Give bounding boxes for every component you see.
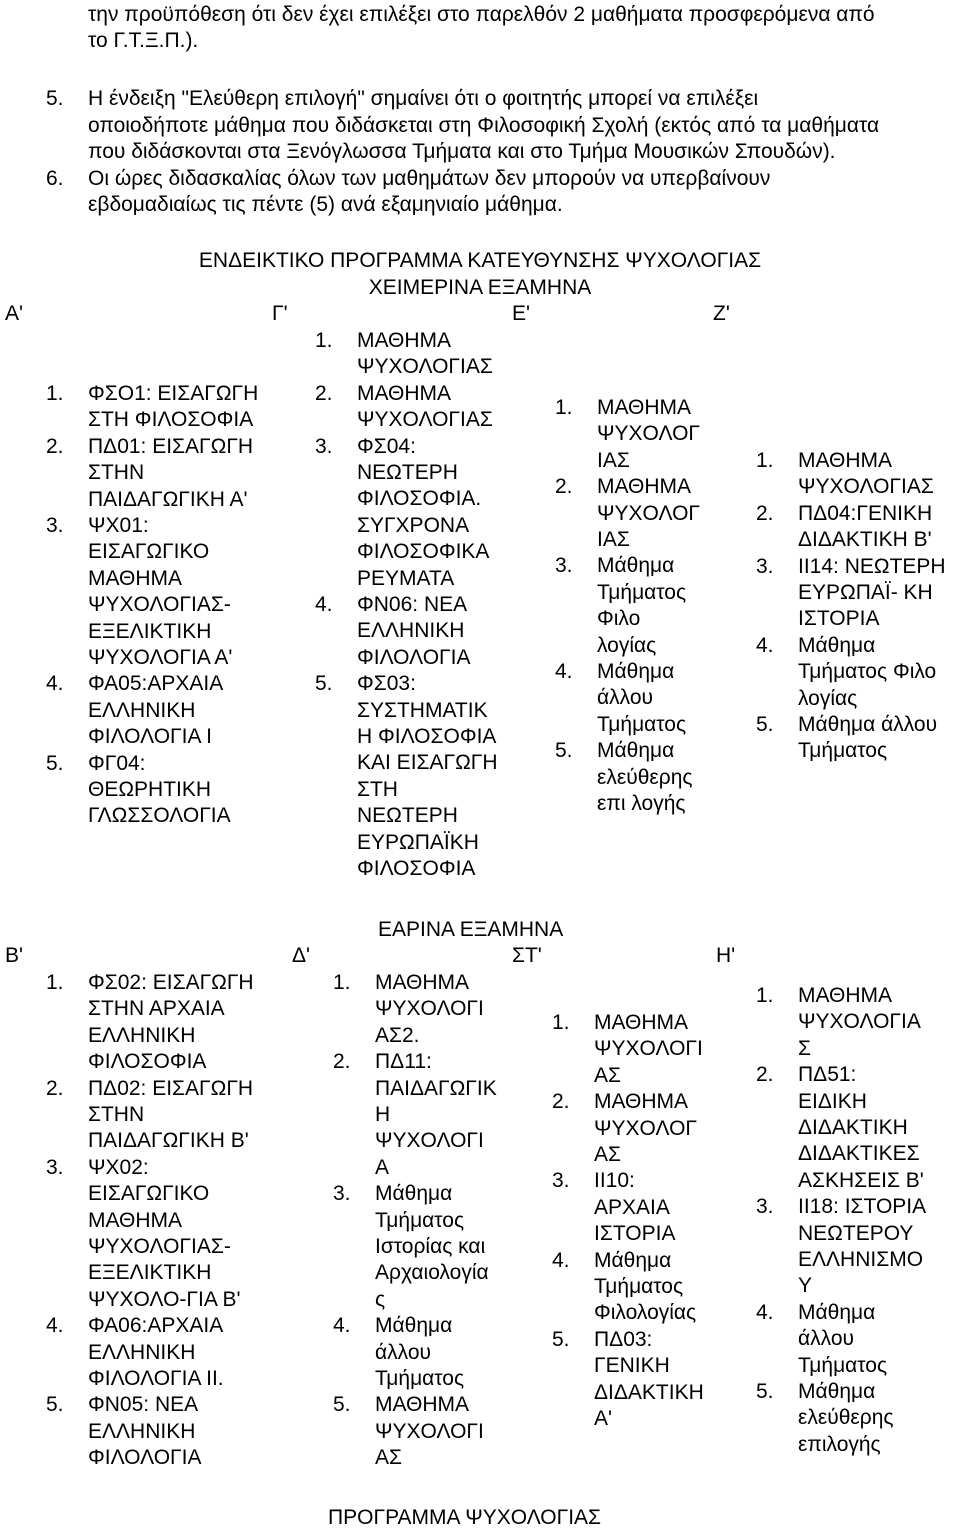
course-item-line: ΑΣΚΗΣΕΙΣ Β' [798, 1168, 924, 1192]
course-item-line: Μάθημα [375, 1314, 453, 1338]
course-item-line: ΜΑΘΗΜΑ [597, 475, 692, 499]
course-item-line: ελεύθερης [597, 765, 693, 789]
course-item-line: ΕΛΛΗΝΙΚΗ [357, 619, 465, 643]
course-item-number: 5. [756, 713, 774, 736]
course-item-line: Α [375, 1155, 390, 1179]
semester-header-h: Η' [716, 944, 736, 967]
course-item-number: 3. [46, 1155, 64, 1179]
course-item-line: ΕΙΣΑΓΩΓΙΚΟ [88, 540, 210, 564]
course-item-line: ΨΥΧΟΛΟΓΙΑ Α' [88, 646, 233, 669]
course-item-number: 2. [552, 1090, 570, 1114]
course-item-line: ΔΙΔΑΚΤΙΚΕΣ [798, 1142, 920, 1166]
course-item-line: ΣΤΗΝ [88, 1102, 145, 1126]
course-item-number: 5. [315, 672, 333, 696]
course-item-number: 5. [756, 1380, 774, 1403]
course-item-line: ΨΥΧΟΛΟΓΙΑΣ- [88, 1234, 231, 1258]
course-item-line: Τμήματος [597, 580, 687, 604]
course-item-line: ελεύθερης [798, 1406, 894, 1430]
course-item-line: ΜΑΘΗΜΑ [597, 396, 692, 419]
course-item-line: ΨΥΧΟΛΟΓΙΑΣ [357, 355, 493, 379]
course-item-line: ΨΥΧΟΛΟΓΙΑΣ- [88, 593, 231, 617]
course-item-line: λογίας [597, 633, 657, 657]
course-item-line: ΜΑΘΗΜΑ [798, 984, 893, 1007]
course-item-line: Α' [594, 1406, 613, 1430]
course-item-line: ΕΛΛΗΝΙΚΗ [88, 1340, 196, 1364]
course-item-line: Τμήματος [375, 1208, 465, 1232]
course-item-line: ΦΣΟ1: ΕΙΣΑΓΩΓΗ [88, 382, 259, 405]
course-item-line: ΕΛΛΗΝΙΚΗ [88, 698, 196, 722]
course-item-line: ΜΑΘΗΜΑ [375, 1393, 470, 1417]
course-item-line: Μάθημα [798, 1380, 876, 1403]
course-item-line: ΙΑΣ [597, 527, 630, 551]
course-item-line: επιλογής [798, 1432, 881, 1456]
course-item-line: ΑΡΧΑΙΑ [594, 1195, 670, 1219]
course-item-line: ΦΣ03: [357, 672, 416, 696]
course-item-line: ΠΔ03: [594, 1327, 653, 1351]
note-6-number: 6. [46, 167, 64, 190]
course-item-line: ΙΑΣ [597, 448, 630, 472]
course-item-line: ΝΕΩΤΕΡΗ [357, 804, 458, 828]
course-item-number: 3. [555, 554, 573, 578]
course-item-line: Μάθημα [597, 554, 675, 578]
course-item-number: 4. [552, 1248, 570, 1272]
course-item-line: ΑΣ [594, 1063, 621, 1087]
course-item-line: ΕΛΛΗΝΙΚΗ [88, 1023, 196, 1047]
course-item-line: Ιστορίας και [375, 1234, 486, 1258]
course-item-line: Τμήματος [597, 712, 687, 736]
course-item-line: ΨΥΧΟΛΟΓ [597, 422, 701, 446]
course-item-number: 5. [333, 1393, 351, 1417]
course-item-line: ΦΓ04: [88, 751, 146, 775]
course-item-line: Φιλολογίας [594, 1301, 697, 1325]
course-item-number: 2. [555, 475, 573, 499]
course-item-line: ΙΣΤΟΡΙΑ [798, 607, 880, 631]
course-item-number: 3. [315, 434, 333, 458]
course-item-line: ΨΥΧΟΛΟΓ [594, 1116, 698, 1140]
course-item-line: ΦΙΛΟΛΟΓΙΑ [357, 645, 471, 669]
course-item-line: άλλου [597, 686, 653, 710]
course-item-line: ΜΑΘΗΜΑ [594, 1090, 689, 1114]
course-item-number: 2. [756, 1063, 774, 1087]
course-item-number: 4. [315, 593, 333, 616]
course-item-number: 4. [756, 633, 774, 657]
course-item-line: ΦΝ05: ΝΕΑ [88, 1393, 199, 1417]
course-item-number: 5. [46, 1393, 64, 1417]
course-item-line: Τμήματος [798, 1353, 888, 1377]
course-item-number: 2. [333, 1050, 351, 1074]
course-item-line: Μάθημα [375, 1182, 453, 1206]
course-item-line: ΜΑΘΗΜΑ [357, 329, 452, 352]
course-item-number: 5. [552, 1327, 570, 1351]
course-item-number: 1. [756, 984, 774, 1007]
course-item-line: λογίας [798, 686, 858, 710]
course-item-line: ΨΥΧΟΛΟΓ [597, 501, 701, 525]
course-item-line: ΓΕΝΙΚΗ [594, 1354, 670, 1378]
course-item-line: ΦΙΛΟΛΟΓΙΑ [88, 1446, 202, 1470]
course-item-number: 3. [756, 1195, 774, 1219]
course-item-number: 1. [46, 971, 64, 994]
course-item-line: ΓΛΩΣΣΟΛΟΓΙΑ [88, 804, 231, 828]
winter-semesters-title: ΧΕΙΜΕΡΙΝΑ ΕΞΑΜΗΝΑ [368, 276, 592, 299]
spring-semesters-title: ΕΑΡΙΝΑ ΕΞΑΜΗΝΑ [378, 918, 564, 941]
course-item-line: ΔΙΔΑΚΤΙΚΗ Β' [798, 528, 932, 552]
course-item-line: ΣΥΓΧΡΟΝΑ [357, 513, 470, 537]
course-item-line: ΦΝ06: ΝΕΑ [357, 593, 468, 616]
course-item-line: Η [375, 1102, 391, 1126]
course-item-number: 4. [555, 660, 573, 683]
semester-header-st: ΣΤ' [512, 944, 542, 967]
program-title: ΕΝΔΕΙΚΤΙΚΟ ΠΡΟΓΡΑΜΜΑ ΚΑΤΕΥΘΥΝΣΗΣ ΨΥΧΟΛΟΓΙΑΣ [198, 249, 762, 272]
course-item-line: ΨΥΧΟΛΟΓΙΑΣ [798, 475, 934, 499]
semester-header-z: Ζ' [713, 302, 730, 325]
course-item-number: 4. [756, 1300, 774, 1324]
course-item-number: 2. [315, 381, 333, 405]
course-item-line: ΕΙΔΙΚΗ [798, 1089, 867, 1113]
course-item-line: Μάθημα [798, 633, 876, 657]
course-item-line: Μάθημα [597, 739, 675, 763]
course-item-line: Σ [798, 1036, 811, 1060]
course-item-number: 1. [552, 1011, 570, 1034]
course-item-number: 5. [46, 751, 64, 775]
course-item-line: Υ [798, 1274, 813, 1298]
course-item-line: ΔΙΔΑΚΤΙΚΗ [594, 1380, 704, 1404]
course-item-line: ΨΧ02: [88, 1155, 149, 1179]
course-item-line: Η ΦΙΛΟΣΟΦΙΑ [357, 724, 497, 748]
course-item-line: ΨΥΧΟΛΟΓΙ [375, 1129, 484, 1153]
course-item-number: 3. [333, 1182, 351, 1206]
course-item-number: 2. [46, 1076, 64, 1100]
course-item-line: ΦΙΛΟΛΟΓΙΑ Ι [88, 725, 212, 749]
course-item-line: ΨΥΧΟΛΟΓΙΑΣ [357, 408, 493, 432]
course-item-line: ΨΥΧΟΛΟΓΙΑ [798, 1010, 921, 1034]
course-item-line: Μάθημα [597, 660, 675, 683]
course-item-line: ΕΥΡΩΠΑΪ- ΚΗ [798, 580, 933, 604]
course-item-number: 3. [552, 1169, 570, 1193]
note-5-line-3: που διδάσκονται στα Ξενόγλωσσα Τμήματα και στο Τμήμα Μουσικών Σπουδών). [88, 140, 836, 163]
course-item-line: ΕΛΛΗΝΙΚΗ [88, 1419, 196, 1443]
footer-program-title: ΠΡΟΓΡΑΜΜΑ ΨΥΧΟΛΟΓΙΑΣ [328, 1506, 602, 1529]
course-item-line: Τμήματος [594, 1274, 684, 1298]
course-item-number: 1. [315, 329, 333, 352]
course-item-line: ΡΕΥΜΑΤΑ [357, 566, 455, 590]
course-item-number: 1. [555, 396, 573, 419]
course-item-line: ΦΙΛΟΣΟΦΙΑ [357, 856, 476, 880]
course-item-line: άλλου [375, 1340, 431, 1364]
course-item-line: ΔΙΔΑΚΤΙΚΗ [798, 1115, 908, 1139]
course-item-number: 2. [46, 434, 64, 458]
course-item-line: ΠΔ51: [798, 1063, 857, 1087]
course-item-number: 3. [46, 514, 64, 537]
course-item-line: ΑΣ2. [375, 1023, 420, 1047]
course-item-number: 2. [756, 501, 774, 525]
course-item-line: Φιλο [597, 607, 641, 631]
semester-header-b: Β' [5, 944, 24, 967]
note-5-line-1: Η ένδειξη "Ελεύθερη επιλογή" σημαίνει ότι ο φοιτητής μπορεί να επιλέξει [88, 87, 759, 110]
course-item-line: ΕΙΣΑΓΩΓΙΚΟ [88, 1182, 210, 1206]
course-item-line: ΜΑΘΗΜΑ [798, 449, 893, 472]
course-item-line: Μάθημα [798, 1300, 876, 1324]
course-item-number: 4. [333, 1314, 351, 1338]
course-item-number: 1. [46, 382, 64, 405]
intro-continuation-line-1: την προϋπόθεση ότι δεν έχει επιλέξει στο παρελθόν 2 μαθήματα προσφερόμενα από [88, 3, 875, 26]
course-item-line: ΨΥΧΟΛΟΓΙ [375, 997, 484, 1021]
course-item-line: ΠΔ01: ΕΙΣΑΓΩΓΗ [88, 434, 254, 458]
course-item-line: ΣΤΗΝ [88, 461, 145, 485]
course-item-number: 4. [46, 1314, 64, 1338]
intro-continuation-line-2: το Γ.Τ.Ξ.Π.). [88, 29, 199, 52]
course-item-number: 4. [46, 672, 64, 696]
course-item-line: Μάθημα άλλου [798, 713, 938, 736]
course-item-line: ΦΙΛΟΣΟΦΙΑ. [357, 487, 482, 511]
semester-header-g: Γ' [272, 302, 288, 325]
course-item-line: ΦΙΛΟΛΟΓΙΑ ΙΙ. [88, 1366, 224, 1390]
course-item-line: ΨΧ01: [88, 514, 149, 537]
course-item-line: επι λογής [597, 791, 686, 815]
course-item-number: 3. [756, 554, 774, 578]
course-item-line: ΦΙΛΟΣΟΦΙΚΑ [357, 540, 490, 564]
course-item-line: ΠΑΙΔΑΓΩΓΙΚ [375, 1076, 497, 1100]
course-item-line: ΦΙΛΟΣΟΦΙΑ [88, 1050, 207, 1074]
course-item-line: ΦΑ06:ΑΡΧΑΙΑ [88, 1314, 224, 1338]
note-6-line-2: εβδομαδιαίως τις πέντε (5) ανά εξαμηνιαίο μάθημα. [88, 193, 563, 216]
course-item-line: ΙΙ18: ΙΣΤΟΡΙΑ [798, 1195, 927, 1219]
course-item-line: ΜΑΘΗΜΑ [88, 1208, 183, 1232]
course-item-line: ΦΑ05:ΑΡΧΑΙΑ [88, 672, 224, 696]
course-item-line: ΠΑΙΔΑΓΩΓΙΚΗ Α' [88, 487, 248, 511]
course-item-number: 1. [333, 971, 351, 994]
note-5-number: 5. [46, 87, 64, 110]
course-item-line: Τμήματος [798, 739, 888, 763]
semester-header-a: Α' [5, 302, 24, 325]
course-item-line: ΨΥΧΟΛΟΓΙ [375, 1419, 484, 1443]
course-item-line: ΜΑΘΗΜΑ [375, 971, 470, 994]
note-6-line-1: Οι ώρες διδασκαλίας όλων των μαθημάτων δεν μπορούν να υπερβαίνουν [88, 167, 771, 190]
course-item-line: ΨΥΧΟΛΟ-ΓΙΑ Β' [88, 1287, 241, 1311]
course-item-number: 5. [555, 739, 573, 763]
course-item-line: ΙΙ10: [594, 1169, 635, 1193]
course-item-line: ς [375, 1287, 386, 1311]
course-item-line: άλλου [798, 1327, 854, 1351]
course-item-line: ΦΣ02: ΕΙΣΑΓΩΓΗ [88, 971, 254, 994]
course-item-line: ΕΞΕΛΙΚΤΙΚΗ [88, 619, 212, 643]
course-item-line: ΣΤΗ [357, 777, 398, 801]
course-item-line: ΘΕΩΡΗΤΙΚΗ [88, 777, 212, 801]
course-item-line: Μάθημα [594, 1248, 672, 1272]
course-item-line: Αρχαιολογία [375, 1261, 489, 1285]
course-item-line: ΑΣ [375, 1446, 402, 1470]
course-item-line: ΙΙ14: ΝΕΩΤΕΡΗ [798, 554, 946, 578]
course-item-line: ΠΔ11: [375, 1050, 432, 1074]
course-item-line: ΣΤΗΝ ΑΡΧΑΙΑ [88, 997, 225, 1021]
course-item-line: ΜΑΘΗΜΑ [357, 381, 452, 405]
course-item-line: ΝΕΩΤΕΡΗ [357, 460, 458, 484]
course-item-line: ΜΑΘΗΜΑ [88, 566, 183, 590]
course-item-number: 1. [756, 449, 774, 472]
course-item-line: ΕΥΡΩΠΑΪΚΗ [357, 830, 479, 854]
course-item-line: ΑΣ [594, 1142, 621, 1166]
course-item-line: ΨΥΧΟΛΟΓΙ [594, 1037, 703, 1061]
course-item-line: ΚΑΙ ΕΙΣΑΓΩΓΗ [357, 751, 498, 775]
course-item-line: ΠΑΙΔΑΓΩΓΙΚΗ Β' [88, 1129, 249, 1153]
course-item-line: ΕΛΛΗΝΙΣΜΟ [798, 1247, 924, 1271]
course-item-line: Τμήματος [375, 1366, 465, 1390]
semester-header-d: Δ' [292, 944, 311, 967]
semester-header-e: Ε' [512, 302, 531, 325]
course-item-line: ΣΤΗ ΦΙΛΟΣΟΦΙΑ [88, 408, 254, 432]
course-item-line: ΠΔ02: ΕΙΣΑΓΩΓΗ [88, 1076, 254, 1100]
course-item-line: ΙΣΤΟΡΙΑ [594, 1222, 676, 1246]
course-item-line: ΜΑΘΗΜΑ [594, 1011, 689, 1034]
course-item-line: Τμήματος Φιλο [798, 660, 937, 684]
course-item-line: ΦΣ04: [357, 434, 416, 458]
note-5-line-2: οποιοδήποτε μάθημα που διδάσκεται στη Φιλοσοφική Σχολή (εκτός από τα μαθήματα [88, 114, 880, 137]
course-item-line: ΕΞΕΛΙΚΤΙΚΗ [88, 1261, 212, 1285]
course-item-line: ΣΥΣΤΗΜΑΤΙΚ [357, 698, 488, 722]
course-item-line: ΝΕΩΤΕΡΟΥ [798, 1221, 914, 1245]
course-item-line: ΠΔ04:ΓΕΝΙΚΗ [798, 501, 933, 525]
